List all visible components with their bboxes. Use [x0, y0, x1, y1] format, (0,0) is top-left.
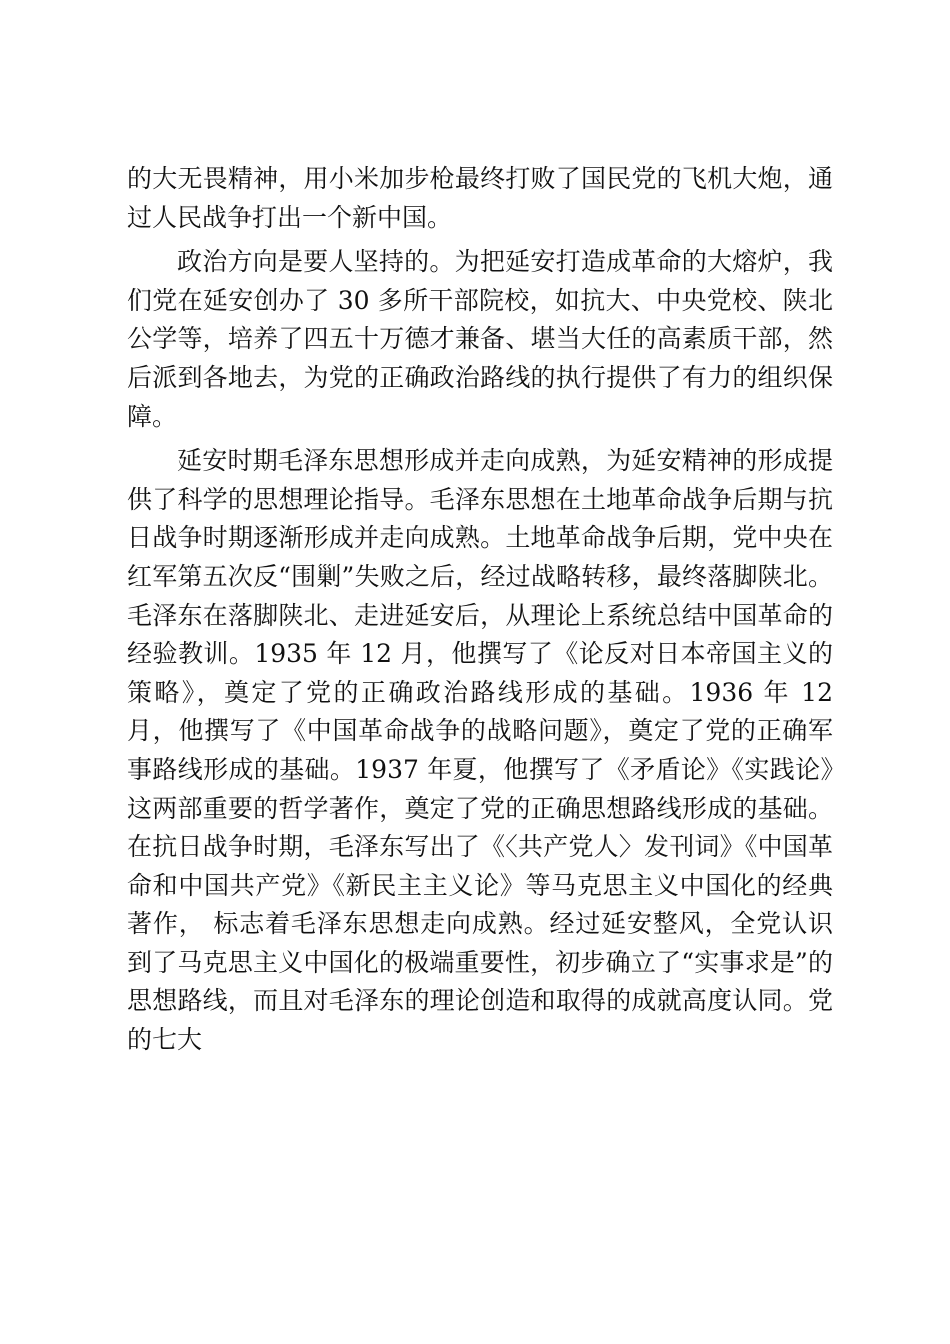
- paragraph-mao-thought: 延安时期毛泽东思想形成并走向成熟，为延安精神的形成提供了科学的思想理论指导。毛泽东思想在土地革命战争后期与抗日战争时期逐渐形成并走向成熟。土地革命战争后期，党中央在红军第五次反“围剿”失败之后，经过战略转移，最终落脚陕北。毛泽东在落脚陕北、走进延安后，从理论上系统总结中国革命的经验教训。1935 年 12 月，他撰写了《论反对日本帝国主义的策略》，奠定了党的正确政治路线形成的基础。1936 年 12 月，他撰写了《中国革命战争的战略问题》，奠定了党的正确军事路线形成的基础。1937 年夏，他撰写了《矛盾论》《实践论》这两部重要的哲学著作，奠定了党的正确思想路线形成的基础。在抗日战争时期，毛泽东写出了《〈共产党人〉发刊词》《中国革命和中国共产党》《新民主主义论》等马克思主义中国化的经典著作， 标志着毛泽东思想走向成熟。经过延安整风，全党认识到了马克思主义中国化的极端重要性，初步确立了“实事求是”的思想路线，而且对毛泽东的理论创造和取得的成就高度认同。党的七大: [127, 446, 833, 1055]
- document-body: [127, 160, 833, 1066]
- paragraph-continuation: 的大无畏精神，用小米加步枪最终打败了国民党的飞机大炮，通过人民战争打出一个新中国。: [127, 164, 833, 232]
- paragraph-political-direction: 政治方向是要人坚持的。为把延安打造成革命的大熔炉，我们党在延安创办了 30 多所干部院校，如抗大、中央党校、陕北公学等，培养了四五十万德才兼备、堪当大任的高素质干部，然后派到各地去，为党的正确政治路线的执行提供了有力的组织保障。: [127, 247, 833, 431]
